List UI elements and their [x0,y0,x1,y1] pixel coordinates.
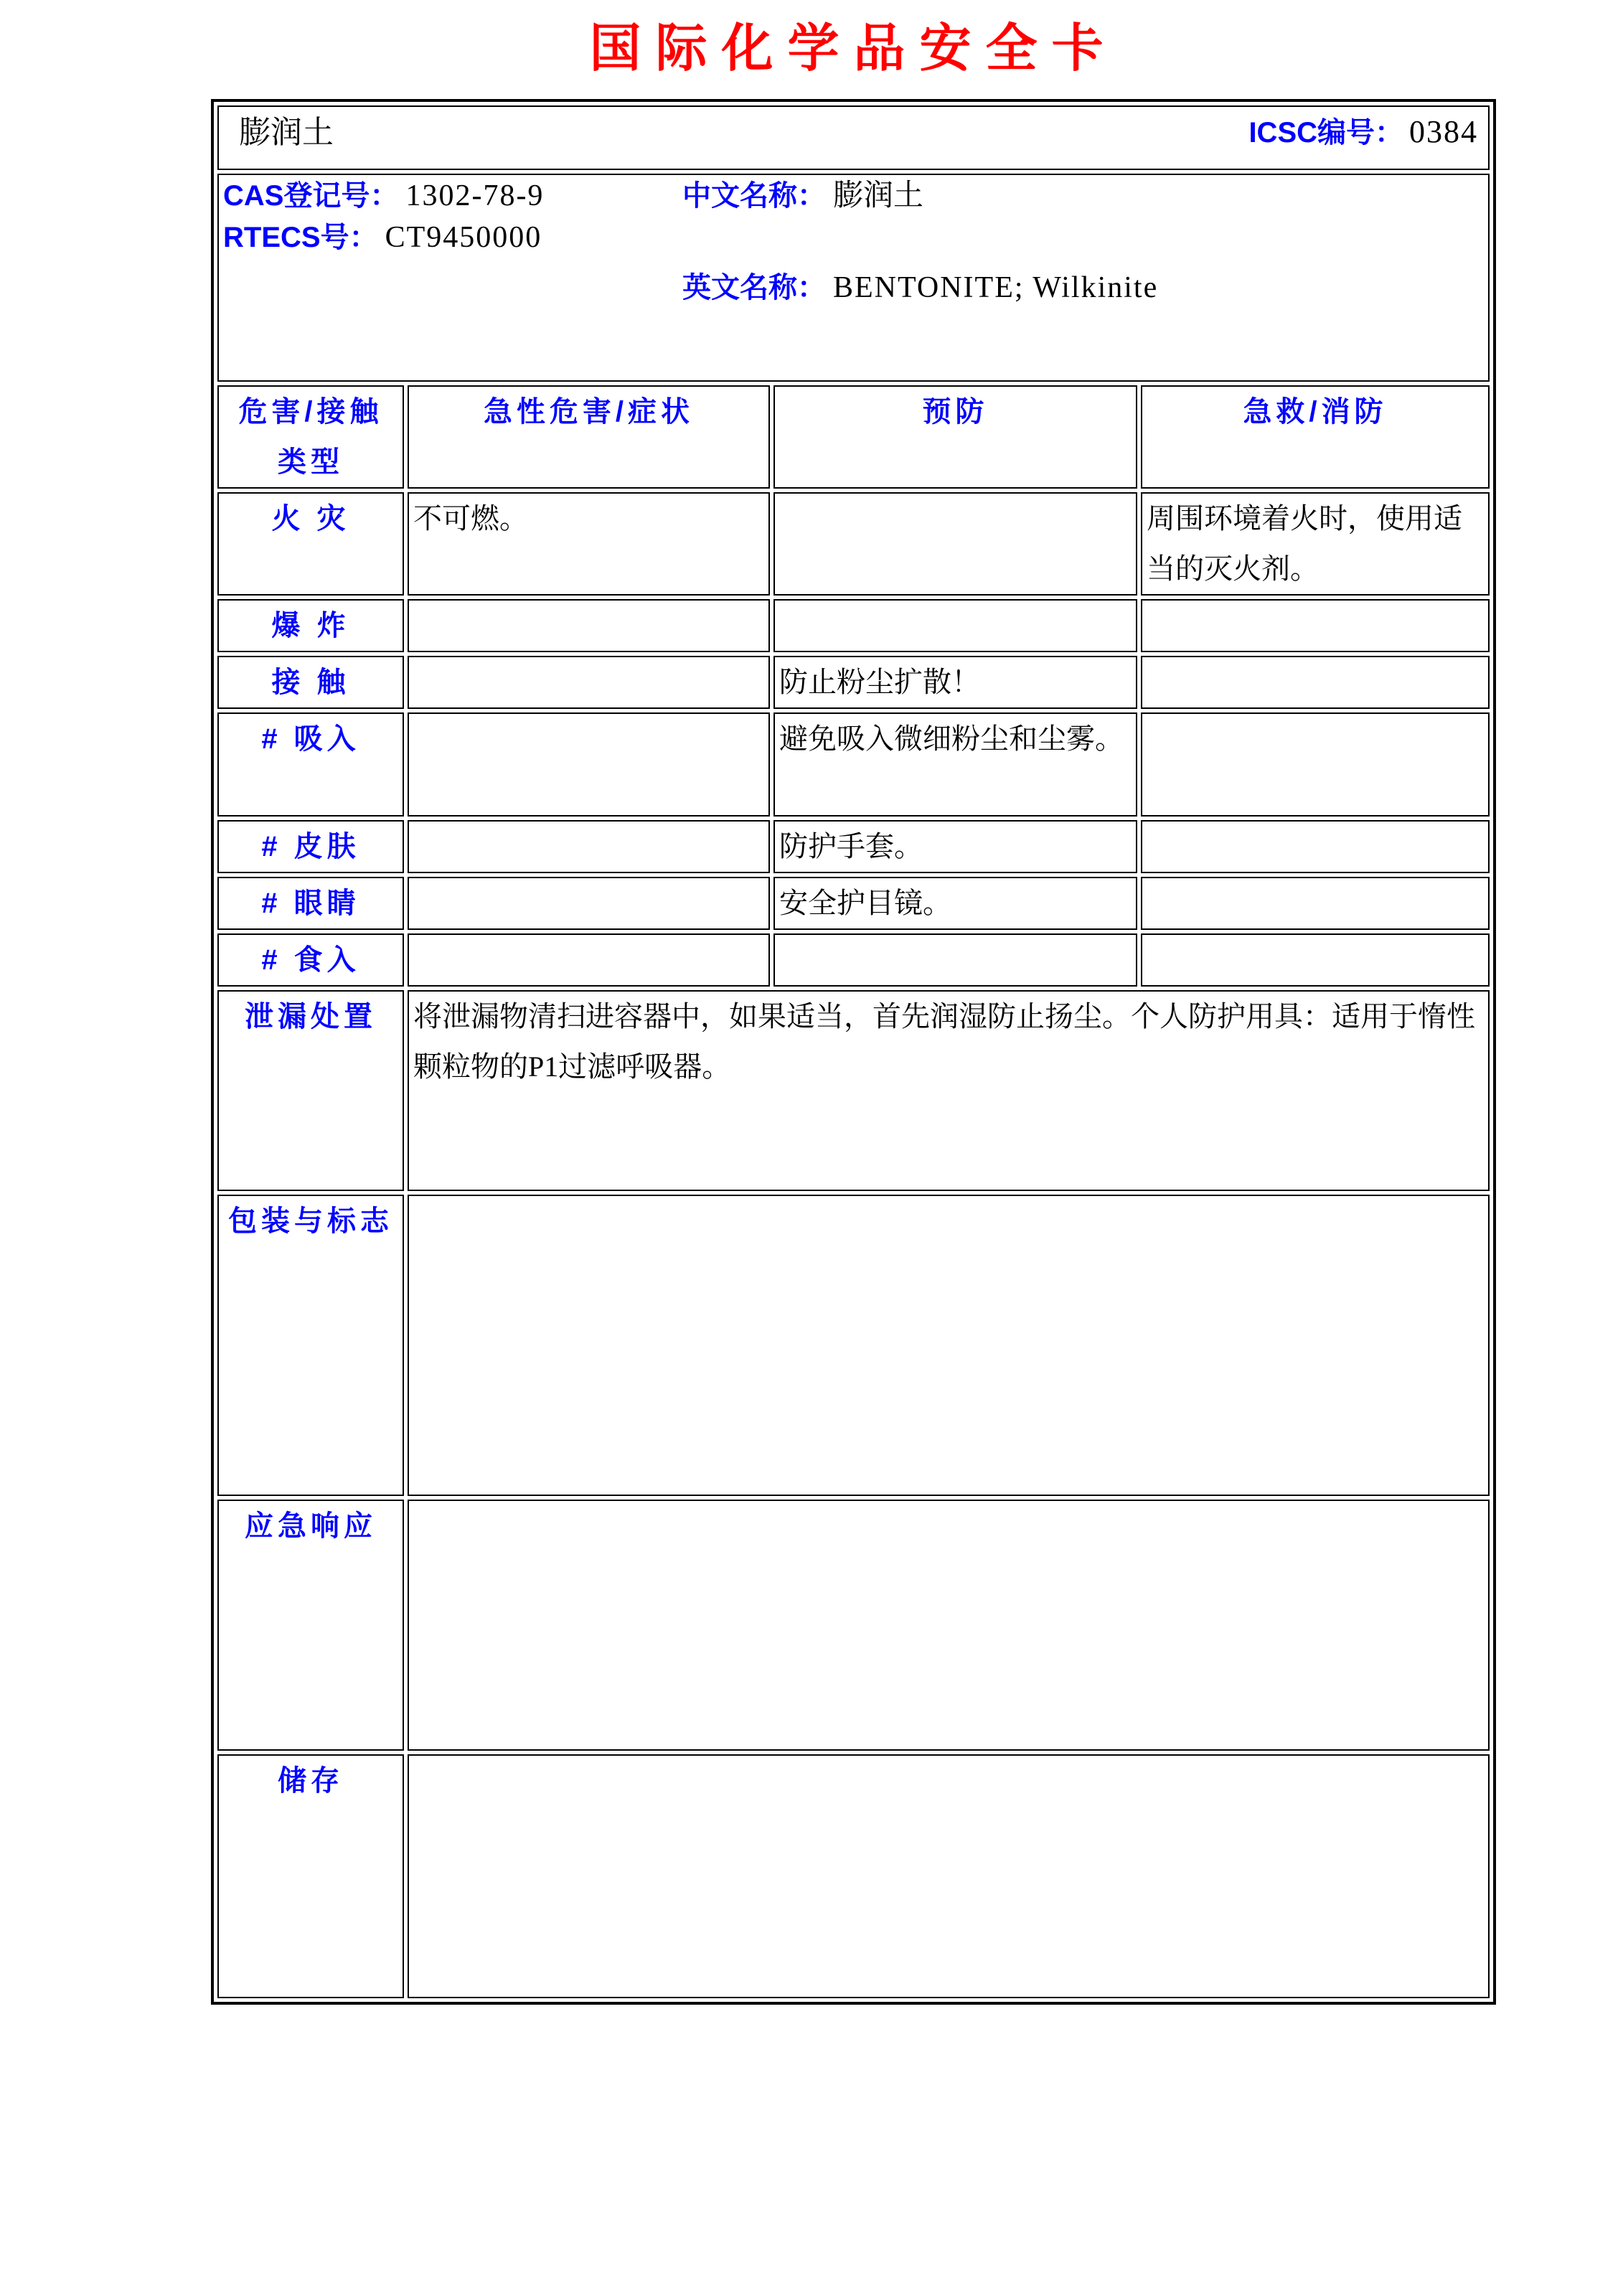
rtecs-number-value: CT9450000 [385,221,542,254]
row-ingestion-prevention [773,933,1137,987]
english-name-line [682,267,1484,309]
row-explosion-label: 爆 炸 [217,599,404,652]
hazard-table-header-row [217,385,1490,489]
col-header-hazard-type: 危害/接触类型 [217,385,404,489]
chinese-name-value: 膨润土 [833,179,924,212]
row-emergency-response-content [408,1500,1490,1751]
chemical-names-block [682,175,1484,309]
row-fire-symptoms: 不可燃。 [408,492,770,596]
identifiers-row [217,174,1490,382]
row-ingestion [217,933,1490,987]
english-name-value: BENTONITE; Wilkinite [833,271,1159,304]
registry-numbers-block [223,175,682,309]
rtecs-number-label: RTECS号： [223,222,378,253]
identifiers-cell [217,174,1490,382]
row-spillage-disposal [217,990,1490,1191]
row-fire-label: 火 灾 [217,492,404,596]
card-header-cell [217,105,1490,170]
icsc-number-group [1248,107,1478,158]
row-ingestion-first-aid [1141,933,1490,987]
row-storage-label: 储存 [217,1754,404,1998]
rtecs-number-line [223,217,682,258]
row-eyes-symptoms [408,877,770,930]
row-packaging-labelling-label: 包装与标志 [217,1195,404,1496]
cas-number-label: CAS登记号： [223,180,399,212]
row-skin-label: # 皮肤 [217,820,404,873]
row-emergency-response-label: 应急响应 [217,1500,404,1751]
icsc-number-value: 0384 [1409,114,1479,149]
row-fire-first-aid: 周围环境着火时，使用适当的灭火剂。 [1141,492,1490,596]
row-spillage-disposal-label: 泄漏处置 [217,990,404,1191]
row-contact-first-aid [1141,656,1490,709]
row-inhalation-first-aid [1141,712,1490,817]
row-explosion [217,599,1490,652]
row-skin-first-aid [1141,820,1490,873]
row-skin [217,820,1490,873]
row-fire-prevention [773,492,1137,596]
row-inhalation-symptoms [408,712,770,817]
page-title: 国际化学品安全卡 [589,20,1118,77]
row-inhalation-label: # 吸入 [217,712,404,817]
col-header-prevention: 预防 [773,385,1137,489]
card-header-row [217,105,1490,170]
cas-number-value: 1302-78-9 [405,179,545,212]
row-skin-symptoms [408,820,770,873]
row-fire [217,492,1490,596]
english-name-label: 英文名称： [682,272,826,304]
substance-name: 膨润土 [239,114,334,150]
row-contact [217,656,1490,709]
row-contact-label: 接 触 [217,656,404,709]
icsc-card-table [211,99,1496,2005]
row-ingestion-symptoms [408,933,770,987]
row-eyes [217,877,1490,930]
row-inhalation [217,712,1490,817]
row-explosion-prevention [773,599,1137,652]
row-storage-content [408,1754,1490,1998]
row-inhalation-prevention: 避免吸入微细粉尘和尘雾。 [773,712,1137,817]
icsc-number-label: ICSC编号： [1248,117,1404,149]
row-packaging-labelling [217,1195,1490,1496]
row-eyes-label: # 眼睛 [217,877,404,930]
col-header-acute-symptoms: 急性危害/症状 [408,385,770,489]
row-skin-prevention: 防护手套。 [773,820,1137,873]
row-explosion-symptoms [408,599,770,652]
chinese-name-label: 中文名称： [682,180,826,212]
row-emergency-response [217,1500,1490,1751]
row-contact-symptoms [408,656,770,709]
row-packaging-labelling-content [408,1195,1490,1496]
row-eyes-prevention: 安全护目镜。 [773,877,1137,930]
chinese-name-line [682,175,1484,217]
row-spillage-disposal-content: 将泄漏物清扫进容器中，如果适当，首先润湿防止扬尘。个人防护用具：适用于惰性颗粒物的P1过滤呼吸器。 [408,990,1490,1191]
row-storage [217,1754,1490,1998]
icsc-document-page [0,16,1618,2296]
row-explosion-first-aid [1141,599,1490,652]
row-eyes-first-aid [1141,877,1490,930]
row-contact-prevention: 防止粉尘扩散！ [773,656,1137,709]
cas-number-line [223,175,682,217]
row-ingestion-label: # 食入 [217,933,404,987]
col-header-first-aid: 急救/消防 [1141,385,1490,489]
